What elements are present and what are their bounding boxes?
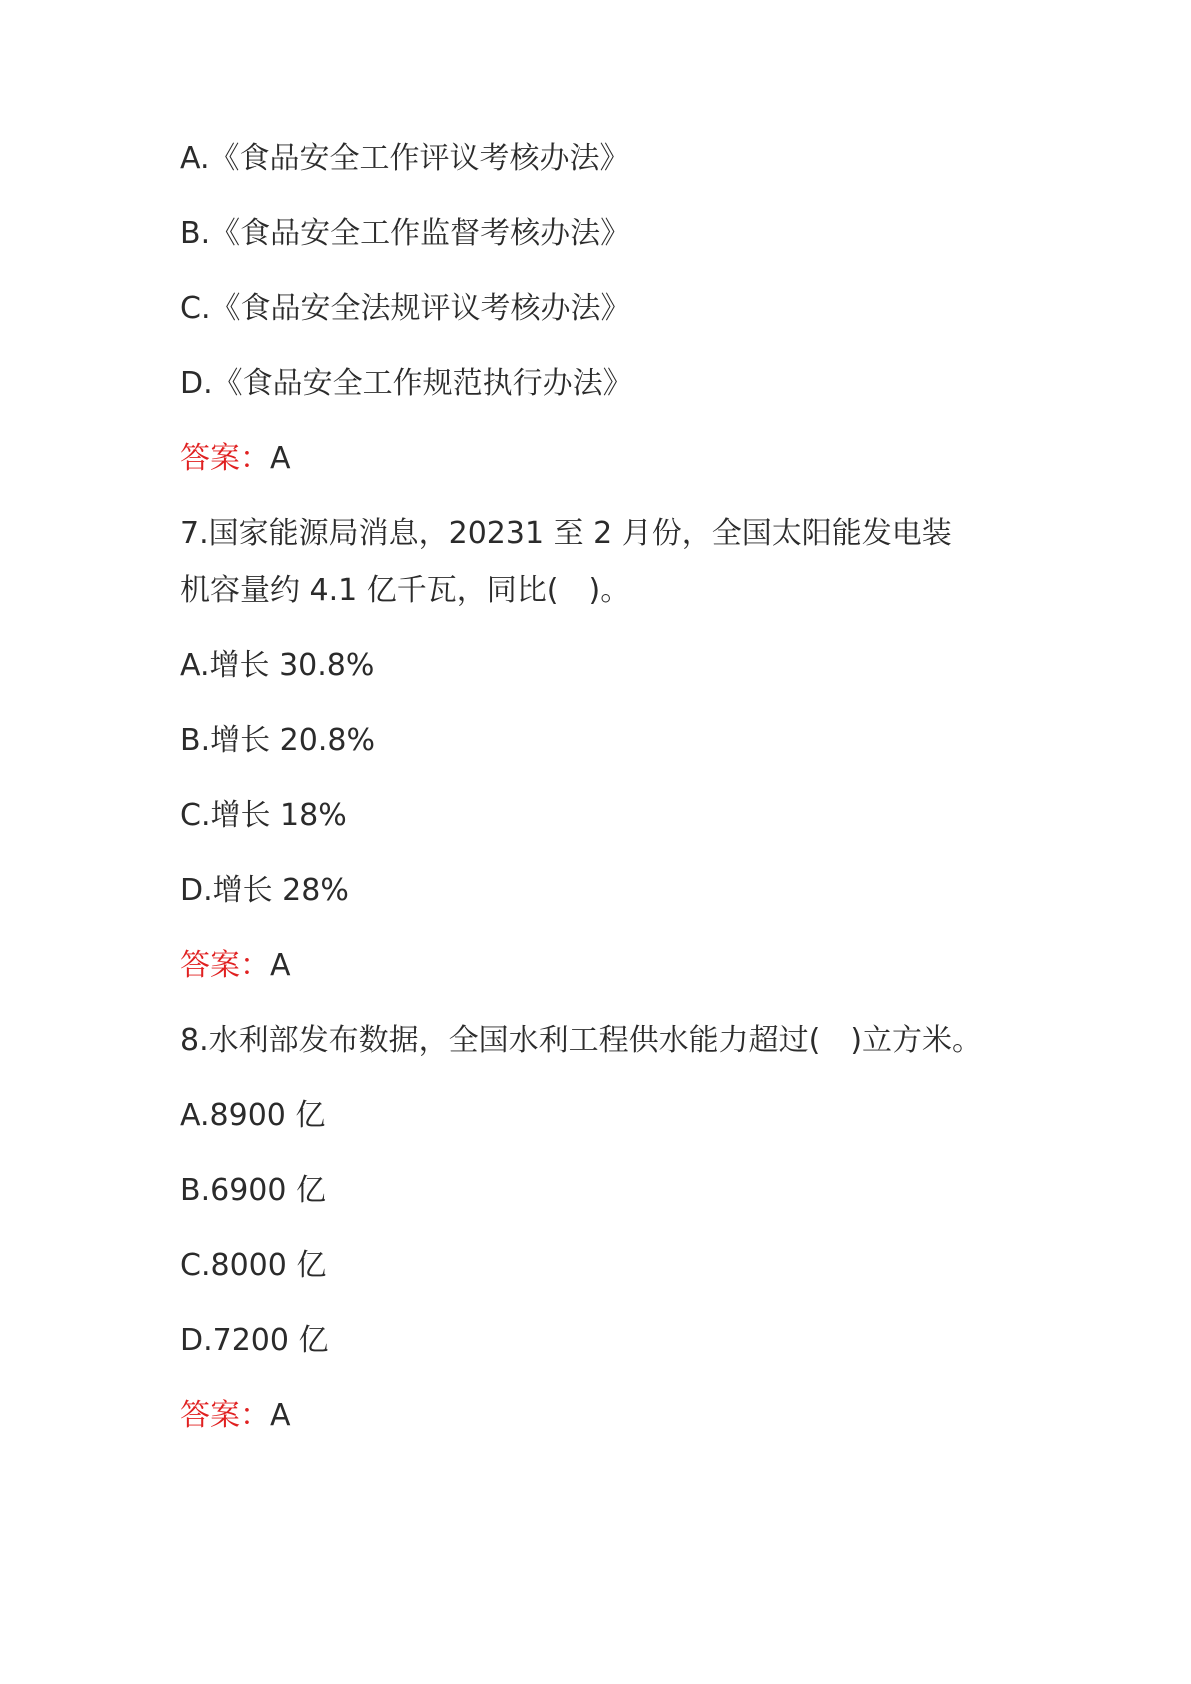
- q6-option-b: B.《食品安全工作监督考核办法》: [180, 216, 631, 251]
- q6-option-d: D.《食品安全工作规范执行办法》: [180, 366, 633, 401]
- q7-answer-value: A: [270, 948, 291, 983]
- q7-option-c: C.增长 18%: [180, 798, 347, 833]
- q8-question: 8.水利部发布数据，全国水利工程供水能力超过( )立方米。: [180, 1023, 983, 1058]
- q8-answer: [180, 1396, 291, 1436]
- q6-answer-label: 答案：: [180, 441, 270, 476]
- q8-option-c: C.8000 亿: [180, 1248, 327, 1283]
- q7-answer-label: 答案：: [180, 948, 270, 983]
- q7-question-line1: 7.国家能源局消息，20231 至 2 月份，全国太阳能发电装: [180, 516, 952, 551]
- q8-option-b: B.6900 亿: [180, 1173, 327, 1208]
- q7-question-line2: 机容量约 4.1 亿千瓦，同比( )。: [180, 573, 631, 608]
- q8-answer-value: A: [270, 1398, 291, 1433]
- q6-answer-value: A: [270, 441, 291, 476]
- q8-option-a: A.8900 亿: [180, 1098, 326, 1133]
- q7-answer: [180, 946, 291, 986]
- q7-option-d: D.增长 28%: [180, 873, 349, 908]
- q8-option-d: D.7200 亿: [180, 1323, 329, 1358]
- q8-answer-label: 答案：: [180, 1398, 270, 1433]
- q6-option-a: A.《食品安全工作评议考核办法》: [180, 141, 630, 176]
- q6-answer: [180, 439, 291, 479]
- q7-option-a: A.增长 30.8%: [180, 648, 375, 683]
- q6-option-c: C.《食品安全法规评议考核办法》: [180, 291, 631, 326]
- q7-option-b: B.增长 20.8%: [180, 723, 375, 758]
